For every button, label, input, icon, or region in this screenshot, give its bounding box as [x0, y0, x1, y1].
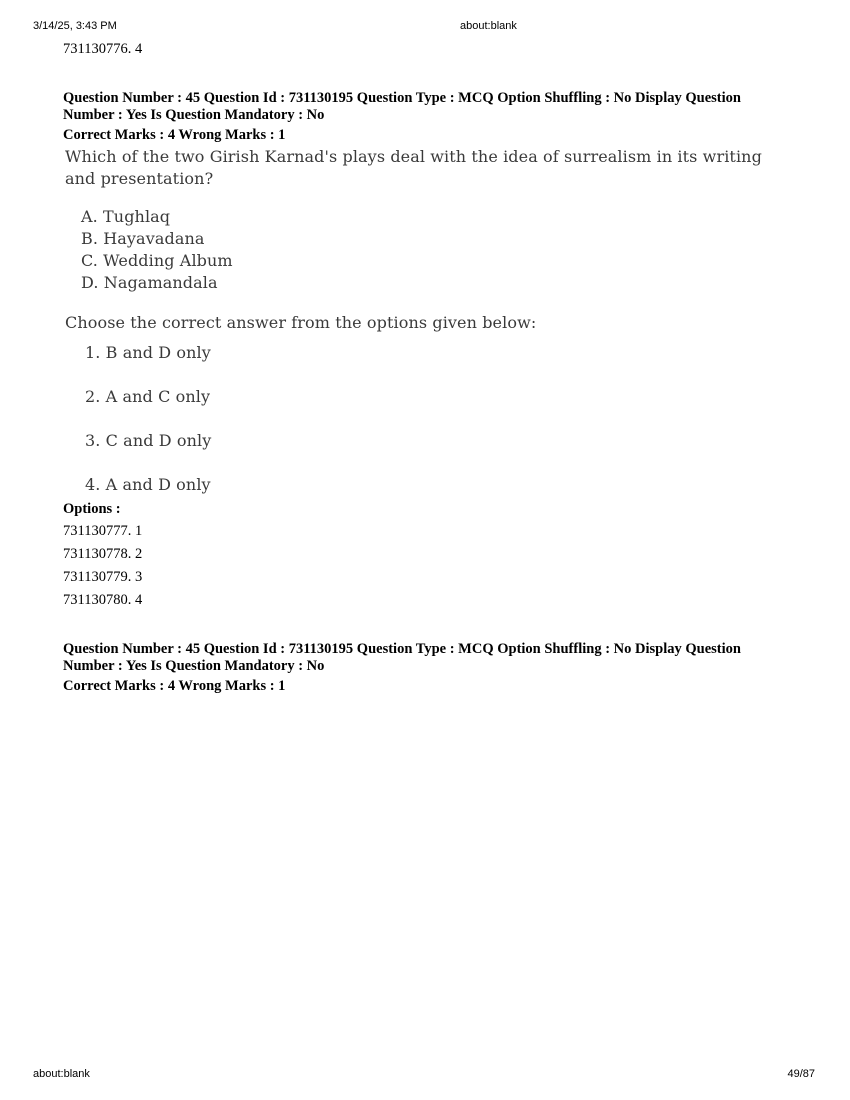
print-header-url: about:blank [460, 20, 517, 32]
instruction-text: Choose the correct answer from the options given below: [65, 313, 537, 332]
statement-item: A. Tughlaq [81, 207, 171, 226]
answer-choice: 4. A and D only [85, 475, 211, 494]
statement-item: C. Wedding Album [81, 251, 233, 270]
option-id-line: 731130780. 4 [63, 592, 143, 608]
next-question-meta [63, 641, 793, 695]
question-image [63, 146, 793, 496]
option-id-line: 731130779. 3 [63, 569, 143, 585]
question-meta-line-2: Number : Yes Is Question Mandatory : No [63, 107, 325, 123]
statement-item: B. Hayavadana [81, 229, 205, 248]
print-datetime: 3/14/25, 3:43 PM [33, 20, 117, 32]
option-id-line: 731130778. 2 [63, 546, 143, 562]
print-footer [0, 1068, 850, 1084]
question-meta [63, 90, 793, 144]
page-content [63, 39, 793, 695]
answer-choice-list [85, 342, 793, 496]
next-question-marks: Correct Marks : 4 Wrong Marks : 1 [63, 678, 286, 694]
next-question-meta-line-2: Number : Yes Is Question Mandatory : No [63, 658, 325, 674]
answer-choice: 3. C and D only [85, 431, 212, 450]
answer-choice: 1. B and D only [85, 343, 211, 362]
next-question-meta-line-1: Question Number : 45 Question Id : 731130195 Question Type : MCQ Option Shuffling : No Display Question [63, 641, 741, 657]
print-header [0, 20, 850, 36]
options-label: Options : [63, 501, 121, 517]
answer-choice: 2. A and C only [85, 387, 211, 406]
statement-item: D. Nagamandala [81, 273, 218, 292]
statement-list [81, 206, 793, 294]
question-meta-line-1: Question Number : 45 Question Id : 731130195 Question Type : MCQ Option Shuffling : No Display Question [63, 90, 741, 106]
page-number: 49/87 [787, 1068, 815, 1080]
option-id-line: 731130777. 1 [63, 523, 143, 539]
question-text: Which of the two Girish Karnad's plays deal with the idea of surrealism in its writing and presentation? [65, 147, 762, 188]
print-footer-url: about:blank [33, 1068, 90, 1080]
question-marks: Correct Marks : 4 Wrong Marks : 1 [63, 127, 286, 143]
option-id-list [63, 520, 793, 612]
previous-option-line: 731130776. 4 [63, 41, 143, 57]
